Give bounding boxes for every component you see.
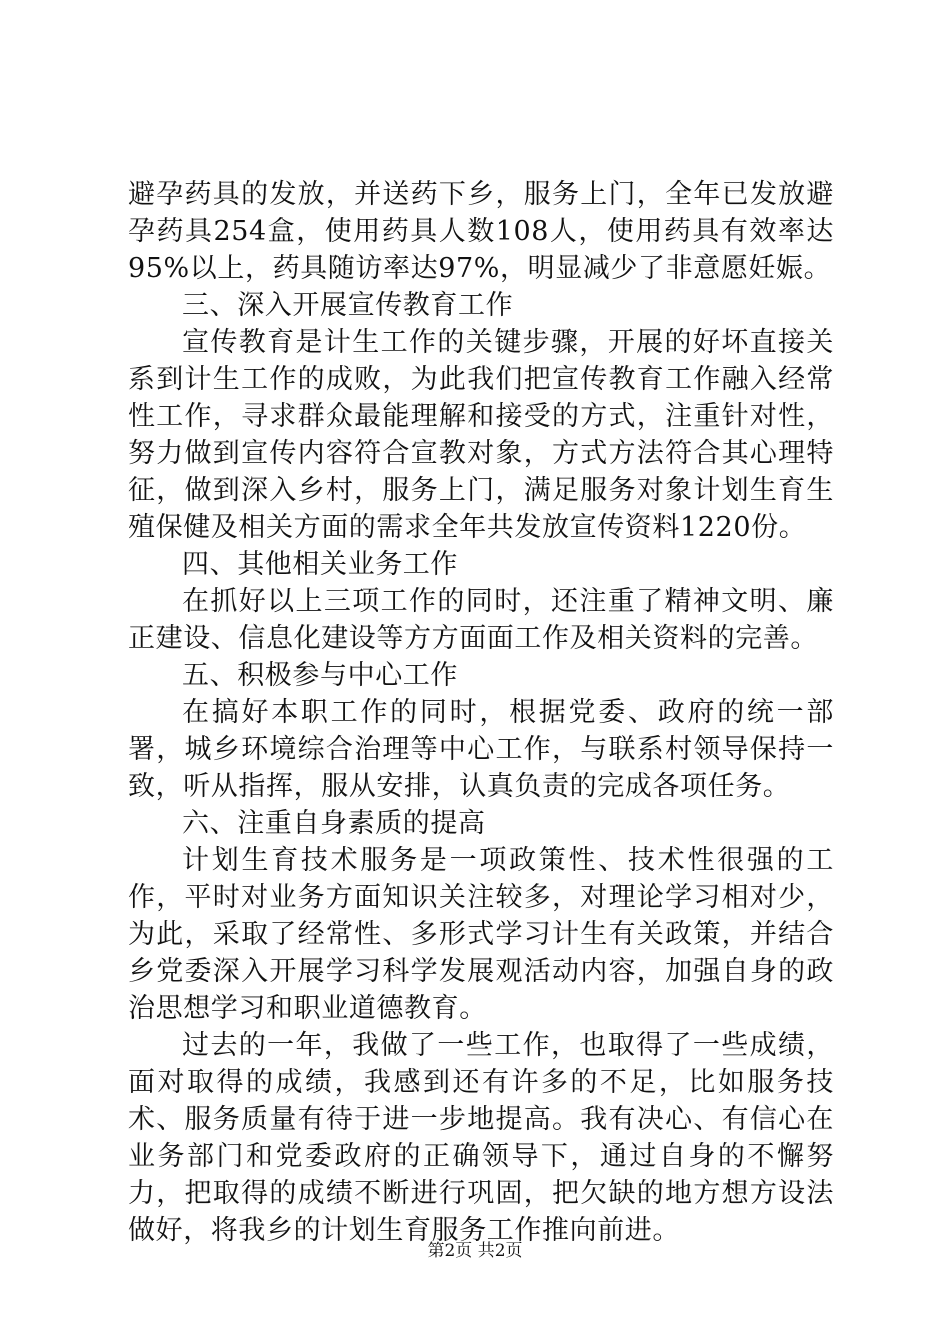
paragraph-conclusion: 过去的一年，我做了一些工作，也取得了一些成绩，面对取得的成绩，我感到还有许多的不足，比如服务技术、服务质量有待于进一步地提高。我有决心、有信心在业务部门和党委政府的正确领导下，通过自身的不懈努力，把取得的成绩不断进行巩固，把欠缺的地方想方设法做好，将我乡的计划生育服务工作推向前进。 [128, 1030, 834, 1246]
paragraph-central-work: 在搞好本职工作的同时，根据党委、政府的统一部署，城乡环境综合治理等中心工作，与联系村领导保持一致，听从指挥，服从安排，认真负责的完成各项任务。 [128, 697, 834, 802]
paragraph-contraceptive-distribution: 避孕药具的发放，并送药下乡，服务上门，全年已发放避孕药具254盒，使用药具人数108人，使用药具有效率达95%以上，药具随访率达97%，明显减少了非意愿妊娠。 [128, 179, 834, 284]
document-body [128, 176, 834, 1249]
paragraph-publicity: 宣传教育是计生工作的关键步骤，开展的好坏直接关系到计生工作的成败，为此我们把宣传教育工作融入经常性工作，寻求群众最能理解和接受的方式，注重针对性，努力做到宣传内容符合宣教对象，方式方法符合其心理特征，做到深入乡村，服务上门，满足服务对象计划生育生殖保健及相关方面的需求全年共发放宣传资料1220份。 [128, 327, 834, 543]
section-heading-self-improvement: 六、注重自身素质的提高 [182, 808, 486, 839]
section-heading-central-work: 五、积极参与中心工作 [182, 660, 458, 691]
page-number-footer: 第2页 共2页 [427, 1241, 523, 1261]
section-heading-publicity: 三、深入开展宣传教育工作 [182, 290, 514, 321]
paragraph-self-improvement: 计划生育技术服务是一项政策性、技术性很强的工作，平时对业务方面知识关注较多，对理论学习相对少，为此，采取了经常性、多形式学习计生有关政策，并结合乡党委深入开展学习科学发展观活动内容，加强自身的政治思想学习和职业道德教育。 [128, 845, 834, 1024]
paragraph-other-work: 在抓好以上三项工作的同时，还注重了精神文明、廉正建设、信息化建设等方方面面工作及相关资料的完善。 [128, 586, 834, 654]
section-heading-other-work: 四、其他相关业务工作 [182, 549, 458, 580]
